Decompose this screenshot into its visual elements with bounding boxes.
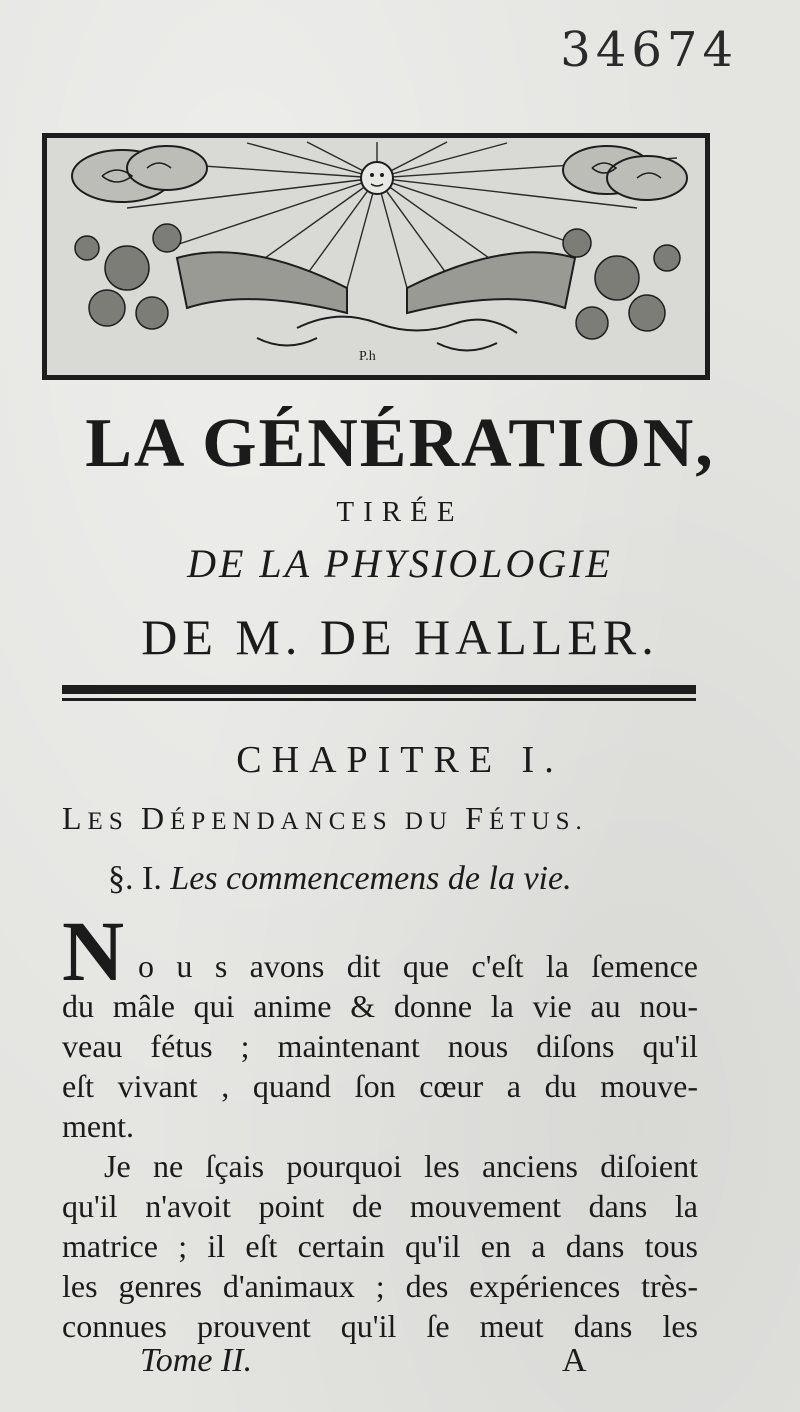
section-heading xyxy=(108,860,708,898)
subtitle-author: DE M. DE HALLER. xyxy=(141,609,659,665)
section-title: Les commencemens de la vie. xyxy=(170,860,572,897)
subtitle-physiologie: DE LA PHYSIOLOGIE xyxy=(187,541,613,586)
body-line: du mâle qui anime & donne la vie au nou- xyxy=(62,988,698,1024)
footer-signature-mark: A xyxy=(562,1342,587,1379)
headpiece-illustration xyxy=(47,138,705,375)
rule-thick xyxy=(62,685,696,694)
footer-volume: Tome II. xyxy=(140,1342,253,1379)
body-line: connues prouvent qu'il ſe meut dans les xyxy=(62,1308,698,1344)
chapter-title-rest-1: ES xyxy=(87,808,141,835)
chapter-title-rest-2: ÉPENDANCES xyxy=(170,808,405,835)
body-line: Je ne ſçais pourquoi les anciens diſoient xyxy=(104,1148,698,1184)
chapter-title-initial-2: D xyxy=(140,800,171,836)
body-line: ment. xyxy=(62,1108,134,1144)
section-number: §. I. xyxy=(108,860,162,897)
body-line: qu'il n'avoit point de mouvement dans la xyxy=(62,1188,698,1224)
engraved-headpiece xyxy=(42,133,710,380)
body-line: eſt vivant , quand ſon cœur a du mouve- xyxy=(62,1068,698,1104)
engraver-signature: P.h xyxy=(359,349,376,364)
double-rule-divider xyxy=(62,685,696,703)
chapter-title-rest-3: DU xyxy=(404,808,466,835)
chapter-title-rest-4: ÉTUS. xyxy=(489,808,588,835)
chapter-title xyxy=(62,800,702,837)
library-stamp-number: 34674 xyxy=(560,22,738,78)
body-line: veau fétus ; maintenant nous diſons qu'il xyxy=(62,1028,698,1064)
rule-thin xyxy=(62,698,696,701)
subtitle-tiree: TIRÉE xyxy=(336,496,464,528)
chapter-title-initial-1: L xyxy=(62,800,88,836)
chapter-heading: CHAPITRE I. xyxy=(236,739,564,781)
chapter-title-initial-4: F xyxy=(465,800,490,836)
body-line: matrice ; il eſt certain qu'il en a dans tous xyxy=(62,1228,698,1264)
drop-cap: N xyxy=(62,903,125,999)
body-line: les genres d'animaux ; des expériences très- xyxy=(62,1268,698,1304)
book-title: LA GÉNÉRATION, xyxy=(85,405,715,482)
body-line: o u s avons dit que c'eſt la ſemence xyxy=(138,948,698,984)
